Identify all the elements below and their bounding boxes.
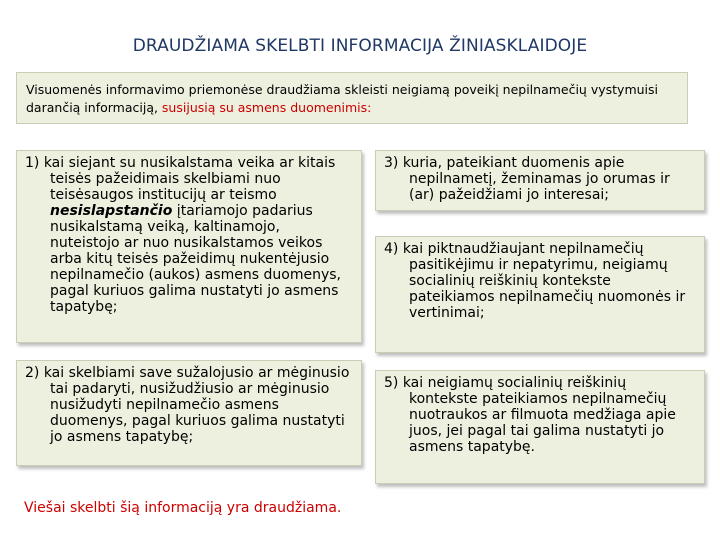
item-box-5	[375, 370, 705, 484]
intro-box	[16, 72, 688, 124]
item-text-1	[25, 155, 353, 315]
intro-text: Visuomenės informavimo priemonėse draudžiama skleisti neigiamą poveikį nepilnamečių vystymuisi darančią informaciją,	[26, 82, 658, 115]
item-text-3: 3) kuria, pateikiant duomenis apie nepilnametį, žeminamas jo orumas ir (ar) pažeidžiami jo interesai;	[384, 155, 670, 203]
intro-highlight: susijusią su asmens duomenimis:	[161, 100, 372, 115]
item-box-2	[16, 360, 362, 466]
page-title: DRAUDŽIAMA SKELBTI INFORMACIJA ŽINIASKLAIDOJE	[132, 36, 588, 56]
item-1-after: įtariamojo padarius nusikalstamą veiką, kaltinamojo, nuteistojo ar nuo nusikalstamos veikos arba kitų teisės pažeidimų nukentėjusio nepilnamečio (aukos) asmens duomenys, pagal kuriuos galima nustatyti jo asmens tapatybę;	[50, 203, 341, 315]
item-text-4: 4) kai piktnaudžiaujant nepilnamečių pasitikėjimu ir nepatyrimu, neigiamų socialinių reiškinių kontekste pateikiamos nepilnamečių nuomonės ir vertinimai;	[384, 241, 686, 321]
item-box-1	[16, 150, 362, 343]
warning-text: Viešai skelbti šią informaciją yra draudžiama.	[24, 500, 342, 516]
item-text-5: 5) kai neigiamų socialinių reiškinių kontekste pateikiamos nepilnamečių nuotraukos ar filmuota medžiaga apie juos, jei pagal tai galima nustatyti jo asmens tapatybę.	[384, 375, 676, 455]
item-box-3	[375, 150, 705, 211]
item-box-4	[375, 236, 705, 353]
item-text-2: 2) kai skelbiami save sužalojusio ar mėginusio tai padaryti, nusižudžiusio ar mėginusio nusižudyti nepilnamečio asmens duomenys, pagal kuriuos galima nustatyti jo asmens tapatybę;	[25, 365, 350, 445]
item-1-before: 1) kai siejant su nusikalstama veika ar kitais teisės pažeidimais skelbiami nuo teisėsaugos institucijų ar teismo	[25, 155, 336, 203]
item-1-emphasis: nesislapstančio	[50, 203, 173, 219]
